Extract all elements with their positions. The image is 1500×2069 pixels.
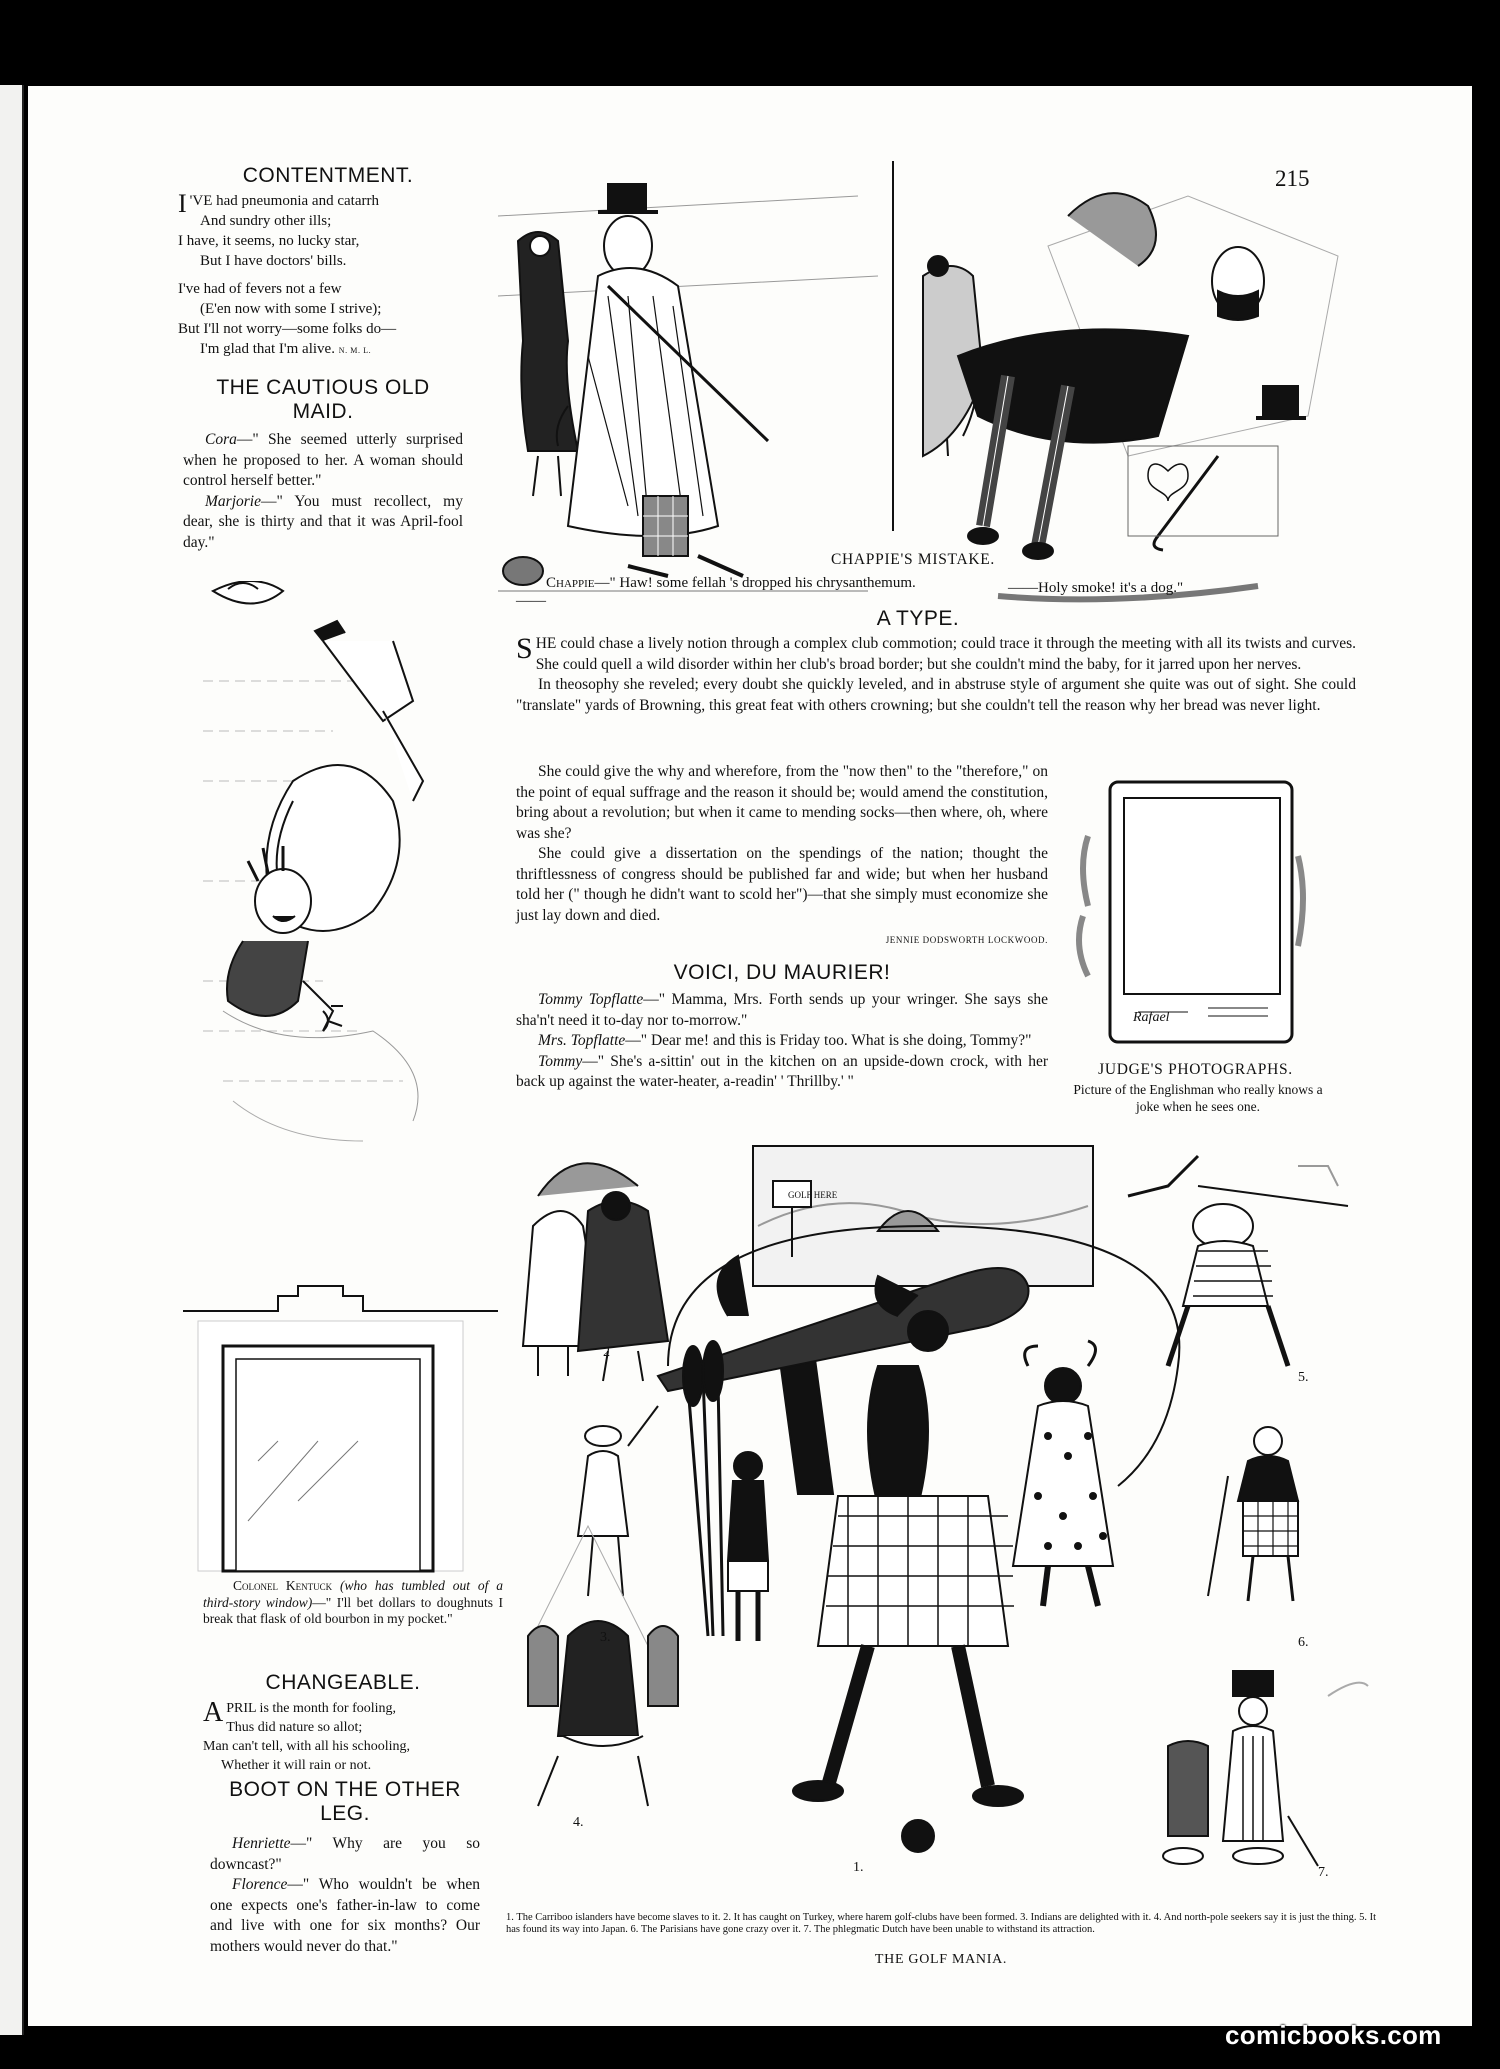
chappie-illustration-right [898, 156, 1358, 616]
a-type-title: A TYPE. [876, 607, 960, 630]
falling-colonel-illustration [203, 581, 493, 1201]
voici-dialogue [516, 990, 1048, 1093]
speaker: Tommy Topflatte [538, 991, 644, 1008]
paragraph: In theosophy she reveled; every doubt she quickly leveled, and in abstruse style of argument she quite was out of sight. She could "translate" yards of Browning, this great feat with others crowning; but she couldn't tell the reason why her bread was never light. [516, 676, 1356, 714]
dialogue: —" Mamma, Mrs. Forth sends up your wringer. She says she sha'n't need it to-day nor to-morrow." [516, 991, 1048, 1029]
paragraph: HE could chase a lively notion through a complex club commotion; could trace it through the meeting with all its twists and curves. She could quell a wild disorder within her club's broad border; but she couldn't mind the baby, for it jarred upon her nerves. [535, 635, 1356, 673]
panel-label: 1. [853, 1860, 864, 1875]
speaker: Henriette [232, 1835, 291, 1853]
golf-mania-title: THE GOLF MANIA. [874, 1952, 1008, 1967]
dialogue: —" You must recollect, my dear, she is thirty and that it was April-fool day." [183, 492, 463, 551]
panel-label: 3. [600, 1630, 611, 1645]
dialogue: —" Haw! some fellah 's dropped his chrysanthemum.—— [516, 575, 916, 609]
poem-line: I'm glad that I'm alive. [200, 341, 335, 358]
poem-line: Whether it will rain or not. [221, 1758, 372, 1774]
boot-other-leg-title: BOOT ON THE OTHER LEG. [229, 1778, 461, 1826]
cautious-old-maid [183, 376, 463, 553]
poem-line: 'VE had pneumonia and catarrh [189, 193, 379, 210]
changeable-poem [203, 1671, 483, 1775]
dialogue: —" I'll bet dollars to doughnuts I break that flask of old bourbon in my pocket." [203, 1594, 503, 1626]
dropcap: I [178, 189, 187, 219]
panel-label: 6. [1298, 1635, 1309, 1650]
dialogue: —" Dear me! and this is Friday too. What is she doing, Tommy?" [625, 1032, 1032, 1049]
speaker: Chappie [546, 575, 595, 591]
panel-label: 2 [603, 1345, 610, 1360]
frame-stamp: Rafael [1133, 1010, 1170, 1025]
poem-line: (E'en now with some I strive); [200, 301, 382, 318]
dialogue: —" She's a-sittin' out in the kitchen on an upside-down crock, with her back up against the water-heater, a-readin' ' Thrillby.' " [516, 1052, 1048, 1090]
empty-photo-frame [1068, 776, 1318, 1046]
poem-line: I've had of fevers not a few [178, 281, 342, 298]
poem-line: PRIL is the month for fooling, [226, 1701, 397, 1717]
changeable-title: CHANGEABLE. [265, 1671, 421, 1694]
voici-title: VOICI, DU MAURIER! [673, 961, 891, 984]
poem-line: Man can't tell, with all his schooling, [203, 1739, 411, 1755]
watermark: comicbooks.com [1225, 2020, 1442, 2050]
golf-mania-caption: 1. The Carriboo islanders have become slaves to it. 2. It has caught on Turkey, where harem golf-clubs have been formed. 3. Indians are delighted with it. 4. And north-pole seekers say it is just the thing. 5. It has found its way into Japan. 6. The Parisians have gone crazy over it. 7. The phlegmatic Dutch have been unable to withstand its attraction. [506, 1912, 1376, 1935]
paragraph: She could give the why and wherefore, from the "now then" to the "therefore," on the point of equal suffrage and the reason it should be; would amend the constitution, bring about a revolution; but when it came to mending socks—then where, oh, where was she? [516, 763, 1048, 842]
a-type-poem-cont [516, 762, 1048, 951]
dialogue: —" Why are you so downcast?" [210, 1835, 480, 1873]
page-number: 215 [1275, 166, 1310, 191]
golf-sign-text: GOLF HERE [788, 1190, 838, 1200]
aside: (who has tumbled out of a third-story window) [203, 1578, 504, 1610]
signature: N. M. L. [338, 346, 372, 356]
speaker: Tommy [538, 1052, 583, 1070]
contentment-title: CONTENTMENT. [242, 164, 414, 187]
dialogue: —" She seemed utterly surprised when he proposed to her. A woman should control herself better." [183, 431, 463, 490]
facing-page-edge [0, 85, 24, 2035]
magazine-page [28, 86, 1472, 2026]
contentment-poem [178, 164, 478, 361]
chappie-illustration-left [478, 156, 888, 616]
golf-mania-illustration [508, 1136, 1388, 1906]
colonel-kentuck-caption [203, 1578, 503, 1628]
dialogue: —" Who wouldn't be when one expects one's father-in-law to come and live with one for six months? Our mothers would never do that." [210, 1876, 480, 1955]
a-type-poem [516, 634, 1356, 716]
judges-photographs-caption: Picture of the Englishman who really knows a joke when he sees one. [1073, 1082, 1323, 1114]
speaker: Florence [232, 1876, 288, 1894]
judges-photographs-title: JUDGE'S PHOTOGRAPHS. [1098, 1061, 1293, 1078]
speaker: Marjorie [205, 492, 261, 510]
poem-line: And sundry other ills; [200, 213, 332, 230]
poem-line: I have, it seems, no lucky star, [178, 233, 360, 250]
mirror-illustration [178, 1201, 508, 1581]
paragraph: She could give a dissertation on the spendings of the nation; thought the thriftlessness of congress should be published far and wide; but when her husband told her (" though he didn't want to scold her")—that she simply must economize she just lay down and died. [516, 845, 1048, 924]
poem-line: Thus did nature so allot; [226, 1720, 363, 1736]
chappies-mistake-title: CHAPPIE'S MISTAKE. [830, 551, 995, 568]
panel-label: 5. [1298, 1370, 1309, 1385]
panel-divider [892, 161, 894, 531]
author: JENNIE DODSWORTH LOCKWOOD. [885, 935, 1048, 945]
speaker: Colonel Kentuck [233, 1578, 333, 1593]
dropcap: S [516, 632, 533, 665]
panel-label: 4. [573, 1815, 584, 1830]
poem-line: But I'll not worry—some folks do— [178, 321, 397, 338]
chappies-mistake-dialogue-2: ——Holy smoke! it's a dog." [1008, 580, 1184, 596]
panel-label: 7. [1318, 1865, 1329, 1880]
chappies-mistake-dialogue [516, 574, 926, 610]
poem-line: But I have doctors' bills. [200, 253, 347, 270]
speaker: Cora [205, 431, 237, 449]
boot-other-leg [210, 1778, 480, 1957]
cautious-old-maid-title: THE CAUTIOUS OLD MAID. [216, 376, 430, 424]
speaker: Mrs. Topflatte [538, 1032, 626, 1049]
dropcap: A [203, 1697, 224, 1729]
